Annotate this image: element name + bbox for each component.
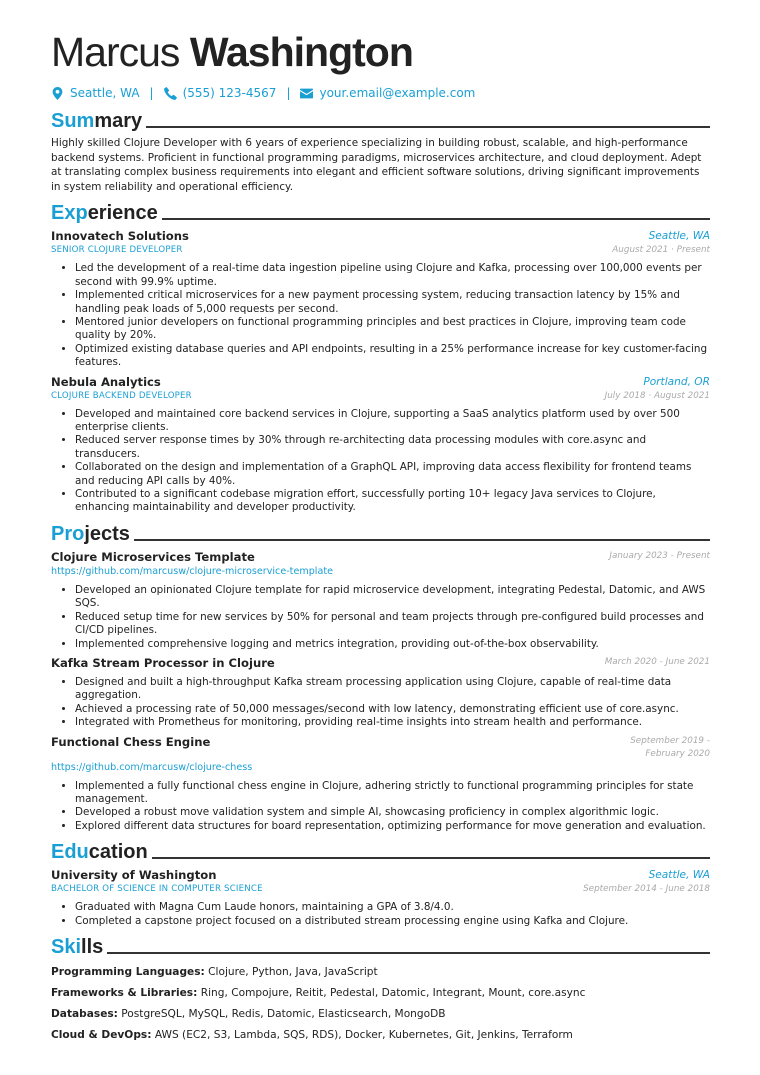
job-entry <box>51 229 710 369</box>
projects-section <box>51 519 710 833</box>
title-rest: lls <box>81 935 104 958</box>
bullet-item: • Collaborated on the design and implementation of a GraphQL API, improving data access flexibility for frontend teams and reducing API calls by 40%. <box>75 461 710 488</box>
job-entry <box>51 375 710 515</box>
map-marker-icon <box>51 87 64 100</box>
bullet-item: • Developed and maintained core backend services in Clojure, supporting a SaaS analytics platform used by over 500 enterprise clients. <box>75 408 710 435</box>
skills-section <box>51 932 710 1042</box>
job-location: Seattle, WA <box>648 230 710 243</box>
company-name: Innovatech Solutions <box>51 229 189 244</box>
job-role: SENIOR CLOJURE DEVELOPER <box>51 245 183 256</box>
project-dates: March 2020 - June 2021 <box>604 656 710 667</box>
bullet-item: • Graduated with Magna Cum Laude honors, maintaining a GPA of 3.8/4.0. <box>75 901 710 914</box>
school-location: Seattle, WA <box>648 869 710 882</box>
project-entry <box>51 550 710 651</box>
bullet-item: • Implemented critical microservices for a new payment processing system, reducing transaction latency by 15% and handling peak loads of 5,000 requests per second. <box>75 289 710 316</box>
bullet-item: • Optimized existing database queries and API endpoints, resulting in a 25% performance increase for key customer-facing features. <box>75 343 710 370</box>
skills-heading <box>51 932 710 958</box>
experience-heading <box>51 198 710 224</box>
skill-row <box>51 986 710 1000</box>
title-rest: jects <box>84 522 130 545</box>
title-accent: Edu <box>51 841 89 864</box>
section-title <box>51 202 158 224</box>
skill-value: AWS (EC2, S3, Lambda, SQS, RDS), Docker, Kubernetes, Git, Jenkins, Terraform <box>154 1028 573 1041</box>
candidate-name <box>51 28 710 76</box>
projects-heading <box>51 519 710 545</box>
bullet-item: • Integrated with Prometheus for monitoring, providing real-time insights into stream health and performance. <box>75 716 710 729</box>
bullet-item: • Reduced server response times by 30% through re-architecting data processing modules with core.async and transducers. <box>75 434 710 461</box>
summary-heading <box>51 106 710 132</box>
school-name: University of Washington <box>51 868 217 883</box>
project-bullets <box>51 780 710 834</box>
education-dates: September 2014 - June 2018 <box>583 884 710 895</box>
bullet-item: • Led the development of a real-time data ingestion pipeline using Clojure and Kafka, processing over 100,000 events per second with 99.9% uptime. <box>75 262 710 289</box>
bullet-item: • Completed a capstone project focused on a distributed stream processing engine using Kafka and Clojure. <box>75 915 710 928</box>
last-name: Washington <box>189 29 413 75</box>
bullet-item: • Developed a robust move validation system and simple AI, showcasing proficiency in complex algorithmic logic. <box>75 806 710 819</box>
skill-row <box>51 1007 710 1021</box>
bullet-item: • Reduced setup time for new services by 50% for personal and team projects through pre-configured build processes and CI/CD pipelines. <box>75 611 710 638</box>
degree: BACHELOR OF SCIENCE IN COMPUTER SCIENCE <box>51 884 263 895</box>
project-dates: January 2023 - Present <box>609 550 710 561</box>
bullet-item: • Contributed to a significant codebase migration effort, successfully porting 10+ legacy Java services to Clojure, enhancing maintainability and developer productivity. <box>75 488 710 515</box>
contact-bar <box>51 84 710 102</box>
contact-phone[interactable] <box>164 86 277 100</box>
skill-label: Programming Languages: <box>51 965 205 978</box>
email-text: your.email@example.com <box>319 86 476 100</box>
project-entry <box>51 735 710 834</box>
project-name: Functional Chess Engine <box>51 734 211 749</box>
bullet-item: • Implemented a fully functional chess engine in Clojure, adhering strictly to functional programming principles for state management. <box>75 780 710 807</box>
job-location: Portland, OR <box>643 375 710 388</box>
bullet-item: • Explored different data structures for board representation, optimizing performance for move generation and evaluation. <box>75 820 710 833</box>
project-name: Clojure Microservices Template <box>51 549 255 564</box>
section-rule <box>146 126 710 128</box>
education-heading <box>51 837 710 863</box>
section-rule <box>162 218 710 220</box>
experience-section <box>51 198 710 515</box>
bullet-item: • Mentored junior developers on functional programming principles and best practices in Clojure, improving team code quality by 20%. <box>75 316 710 343</box>
title-accent: Sum <box>51 110 95 132</box>
skill-label: Frameworks & Libraries: <box>51 986 198 999</box>
contact-separator: | <box>149 86 154 100</box>
phone-icon <box>164 87 177 100</box>
title-rest: erience <box>87 202 158 225</box>
job-dates: August 2021 · Present <box>612 245 710 256</box>
title-accent: Ski <box>51 935 82 958</box>
skill-value: Clojure, Python, Java, JavaScript <box>208 965 378 978</box>
section-title <box>51 523 130 545</box>
skill-value: Ring, Compojure, Reitit, Pedestal, Datomic, Integrant, Mount, core.async <box>200 986 586 999</box>
contact-email[interactable] <box>300 86 475 100</box>
title-rest: cation <box>88 841 148 864</box>
title-accent: Pro <box>51 522 85 545</box>
skill-row <box>51 965 710 979</box>
project-entry <box>51 656 710 730</box>
title-accent: Exp <box>51 202 88 225</box>
section-title <box>51 841 148 863</box>
company-name: Nebula Analytics <box>51 374 161 389</box>
summary-text: Highly skilled Clojure Developer with 6 years of experience specializing in building robust, scalable, and high-performance backend systems. Proficient in functional programming paradigms, microservices architecture, and cloud deployment. Adept at translating complex business requirements into elegant and efficient software solutions, driving significant improvements in system reliability and operational efficiency. <box>51 137 702 193</box>
job-role: CLOJURE BACKEND DEVELOPER <box>51 390 192 401</box>
education-entry <box>51 868 710 928</box>
project-link[interactable]: https://github.com/marcusw/clojure-microservice-template <box>51 565 333 577</box>
summary-section <box>51 106 710 194</box>
skill-label: Cloud & DevOps: <box>51 1028 152 1041</box>
phone-text: (555) 123-4567 <box>182 86 277 100</box>
skill-value: PostgreSQL, MySQL, Redis, Datomic, Elasticsearch, MongoDB <box>121 1007 446 1020</box>
bullet-item: • Achieved a processing rate of 50,000 messages/second with low latency, demonstrating efficient use of core.async. <box>75 703 710 716</box>
section-rule <box>134 539 710 541</box>
first-name: Marcus <box>51 29 180 75</box>
contact-separator: | <box>286 86 291 100</box>
bullet-item: • Developed an opinionated Clojure template for rapid microservice development, integrating Pedestal, Datomic, and AWS SQS. <box>75 584 710 611</box>
bullet-item: • Designed and built a high-throughput Kafka stream processing application using Clojure, capable of real-time data aggregation. <box>75 676 710 703</box>
project-bullets <box>51 584 710 651</box>
project-name: Kafka Stream Processor in Clojure <box>51 655 275 670</box>
project-bullets <box>51 676 710 730</box>
education-section <box>51 837 710 928</box>
envelope-icon <box>300 87 313 100</box>
location-text: Seattle, WA <box>70 86 140 100</box>
contact-location <box>51 86 140 100</box>
job-bullets <box>51 408 710 515</box>
section-rule <box>107 952 710 954</box>
job-dates: July 2018 · August 2021 <box>604 390 710 401</box>
skill-row <box>51 1028 710 1042</box>
project-link[interactable]: https://github.com/marcusw/clojure-chess <box>51 761 253 773</box>
job-bullets <box>51 262 710 369</box>
education-bullets <box>51 901 710 928</box>
section-title <box>51 110 142 132</box>
section-rule <box>152 857 710 859</box>
section-title <box>51 936 103 958</box>
title-rest: mary <box>94 110 143 132</box>
bullet-item: • Implemented comprehensive logging and metrics integration, providing out-of-the-box observability. <box>75 638 710 651</box>
project-dates: September 2019 - February 2020 <box>630 735 710 759</box>
skill-label: Databases: <box>51 1007 118 1020</box>
